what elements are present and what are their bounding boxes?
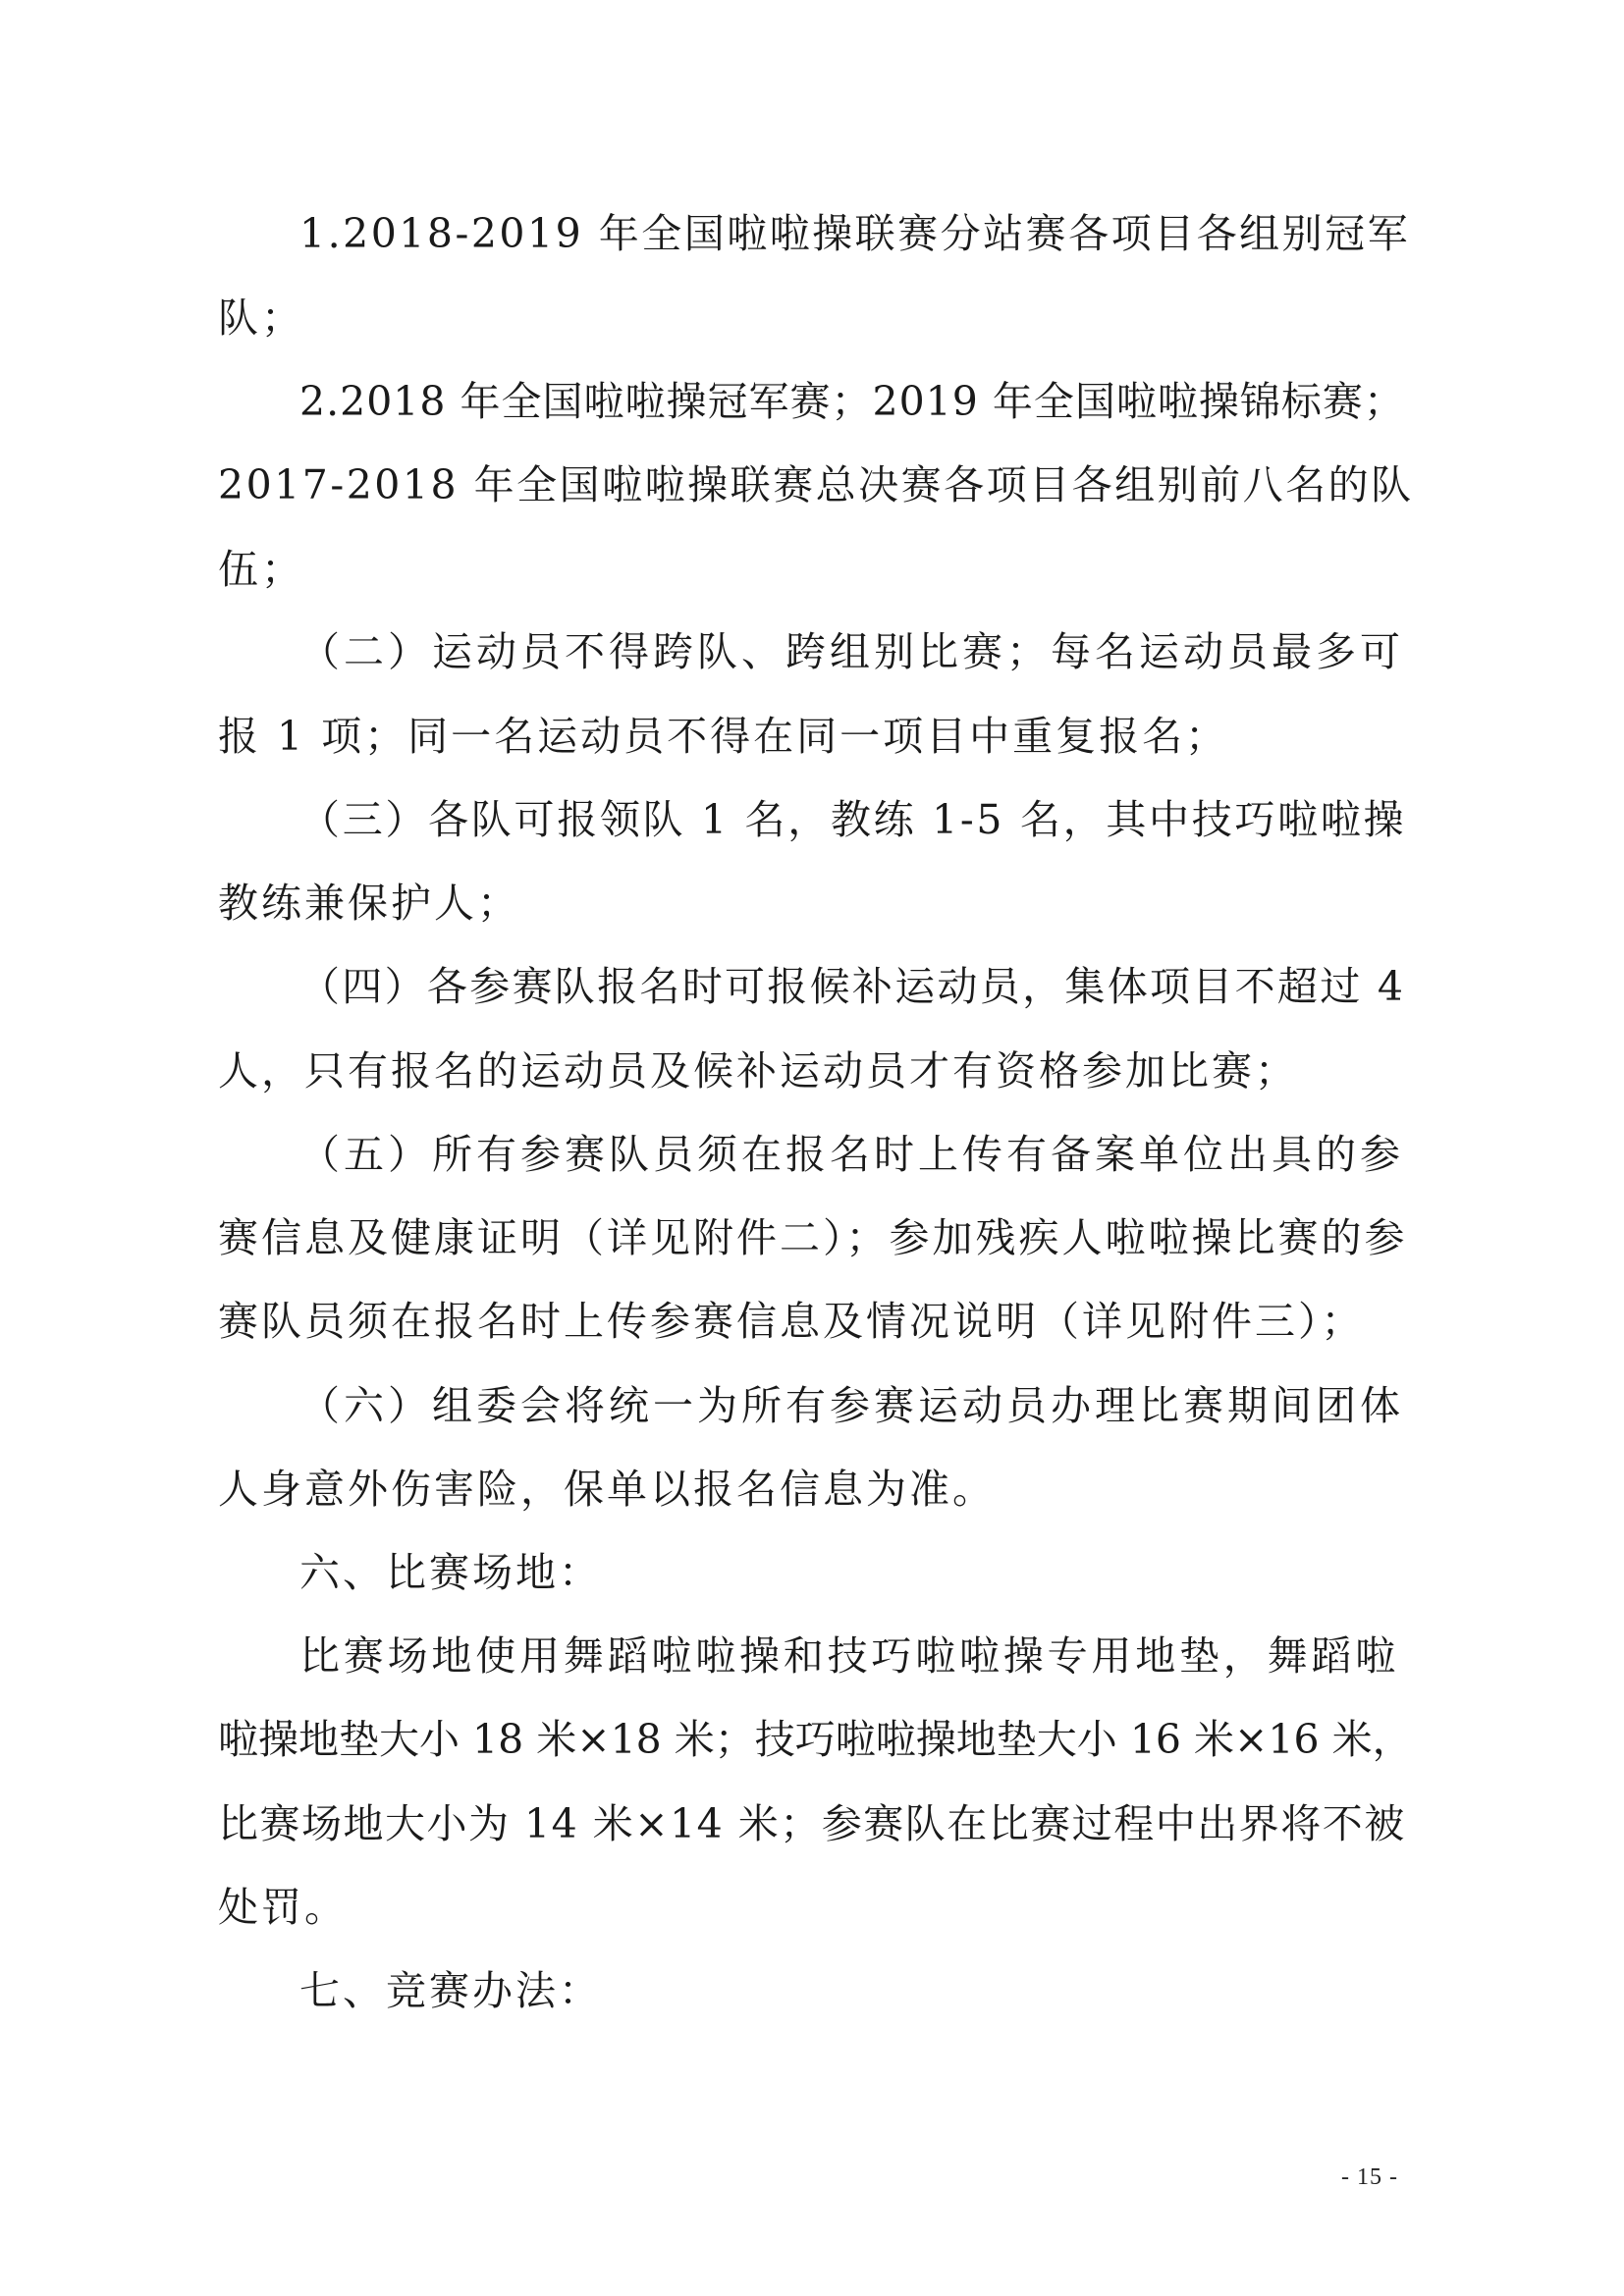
- text-line: 比赛场地大小为 14 米×14 米；参赛队在比赛过程中出界将不被: [218, 1800, 1406, 1847]
- text-line: （三）各队可报领队 1 名，教练 1-5 名，其中技巧啦啦操: [299, 796, 1407, 843]
- text-line: 2.2018 年全国啦啦操冠军赛；2019 年全国啦啦操锦标赛；: [299, 378, 1405, 425]
- text-line: 2017-2018 年全国啦啦操联赛总决赛各项目各组别前八名的队: [218, 461, 1414, 508]
- text-line: 报 1 项；同一名运动员不得在同一项目中重复报名；: [218, 713, 1229, 760]
- text-line: （二）运动员不得跨队、跨组别比赛；每名运动员最多可: [299, 628, 1404, 675]
- text-line: 人身意外伤害险，保单以报名信息为准。: [218, 1466, 996, 1513]
- text-line: 1.2018-2019 年全国啦啦操联赛分站赛各项目各组别冠军: [299, 210, 1411, 257]
- text-line: 人，只有报名的运动员及候补运动员才有资格参加比赛；: [218, 1047, 1298, 1095]
- text-line: 伍；: [218, 546, 304, 593]
- section-heading: 七、竞赛办法：: [299, 1967, 602, 2014]
- section-heading: 六、比赛场地：: [299, 1549, 602, 1596]
- text-line: （六）组委会将统一为所有参赛运动员办理比赛期间团体: [299, 1382, 1404, 1429]
- text-line: 处罚。: [218, 1884, 348, 1931]
- text-line: 教练兼保护人；: [218, 880, 520, 927]
- text-line: 赛信息及健康证明（详见附件二）；参加残疾人啦啦操比赛的参: [218, 1214, 1408, 1261]
- text-line: 比赛场地使用舞蹈啦啦操和技巧啦啦操专用地垫，舞蹈啦: [299, 1632, 1399, 1680]
- text-line: 赛队员须在报名时上传参赛信息及情况说明（详见附件三）；: [218, 1298, 1365, 1345]
- text-line: （五）所有参赛队员须在报名时上传有备案单位出具的参: [299, 1131, 1404, 1178]
- page-number: - 15 -: [1341, 2164, 1398, 2190]
- text-line: （四）各参赛队报名时可报候补运动员，集体项目不超过 4: [299, 963, 1406, 1010]
- text-line: 队；: [218, 294, 304, 342]
- text-line: 啦操地垫大小 18 米×18 米；技巧啦啦操地垫大小 16 米×16 米，: [218, 1716, 1413, 1763]
